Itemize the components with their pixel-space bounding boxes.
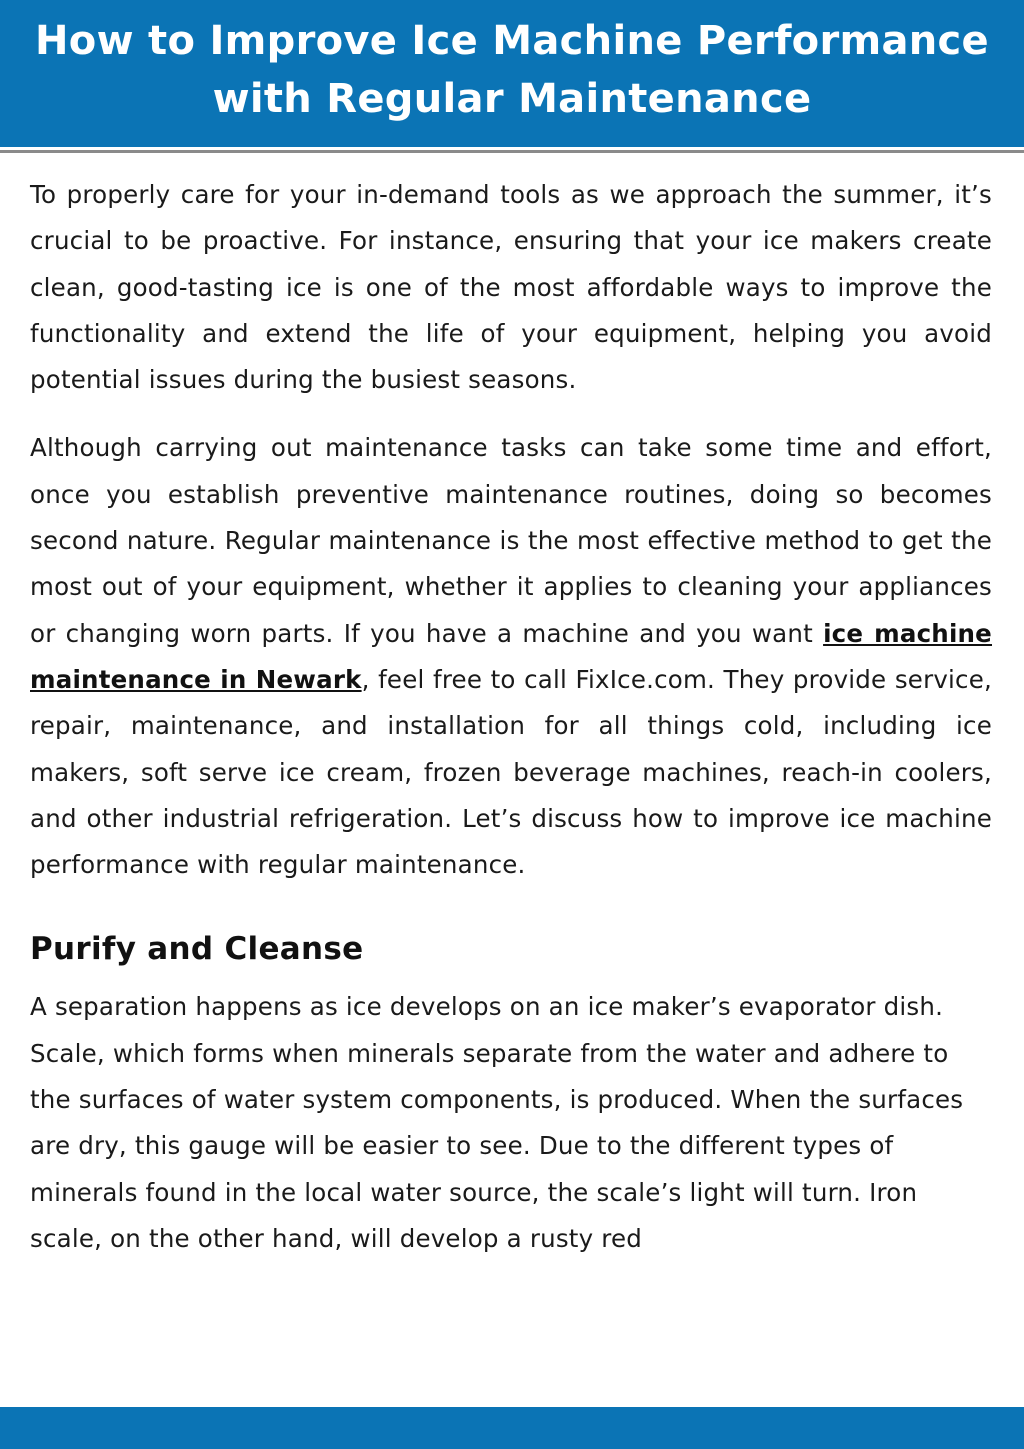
- page-title-line-2: with Regular Maintenance: [212, 76, 812, 122]
- page-title: [0, 12, 1024, 128]
- article-body: [30, 172, 992, 1262]
- header-divider: [0, 150, 1024, 153]
- ice-machine-maintenance-link[interactable]: ice machine maintenance in Newark: [30, 618, 992, 694]
- maintenance-paragraph: [30, 425, 992, 888]
- intro-paragraph: To properly care for your in-demand tools as we approach the summer, it’s crucial to be proactive. For instance, ensuring that your ice makers create clean, good-tasting ice is one of the most affordable ways to improve the functionality and extend the life of your equipment, helping you avoid potential issues during the busiest seasons.: [30, 180, 992, 395]
- maintenance-paragraph-text-start: Although carrying out maintenance tasks can take some time and effort, once you establish preventive maintenance routines, doing so becomes second nature. Regular maintenance is the most effective method to get the most out of your equipment, whether it applies to cleaning your appliances or changing worn parts. If you have a machine and you want: [30, 433, 992, 648]
- section-heading-purify: Purify and Cleanse: [30, 931, 364, 968]
- maintenance-paragraph-text-end: , feel free to call FixIce.com. They provide service, repair, maintenance, and installation for all things cold, including ice makers, soft serve ice cream, frozen beverage machines, reach-in coolers, and other industrial refrigeration. Let’s discuss how to improve ice machine performance with regular maintenance.: [30, 664, 992, 880]
- page-title-line-1: How to Improve Ice Machine Performance: [35, 18, 989, 64]
- footer-band: [0, 1407, 1024, 1449]
- purify-paragraph: A separation happens as ice develops on an ice maker’s evaporator dish. Scale, which forms when minerals separate from the water and adhere to the surfaces of water system components, is produced. When the surfaces are dry, this gauge will be easier to see. Due to the different types of minerals found in the local water source, the scale’s light will turn. Iron scale, on the other hand, will develop a rusty red: [30, 992, 964, 1253]
